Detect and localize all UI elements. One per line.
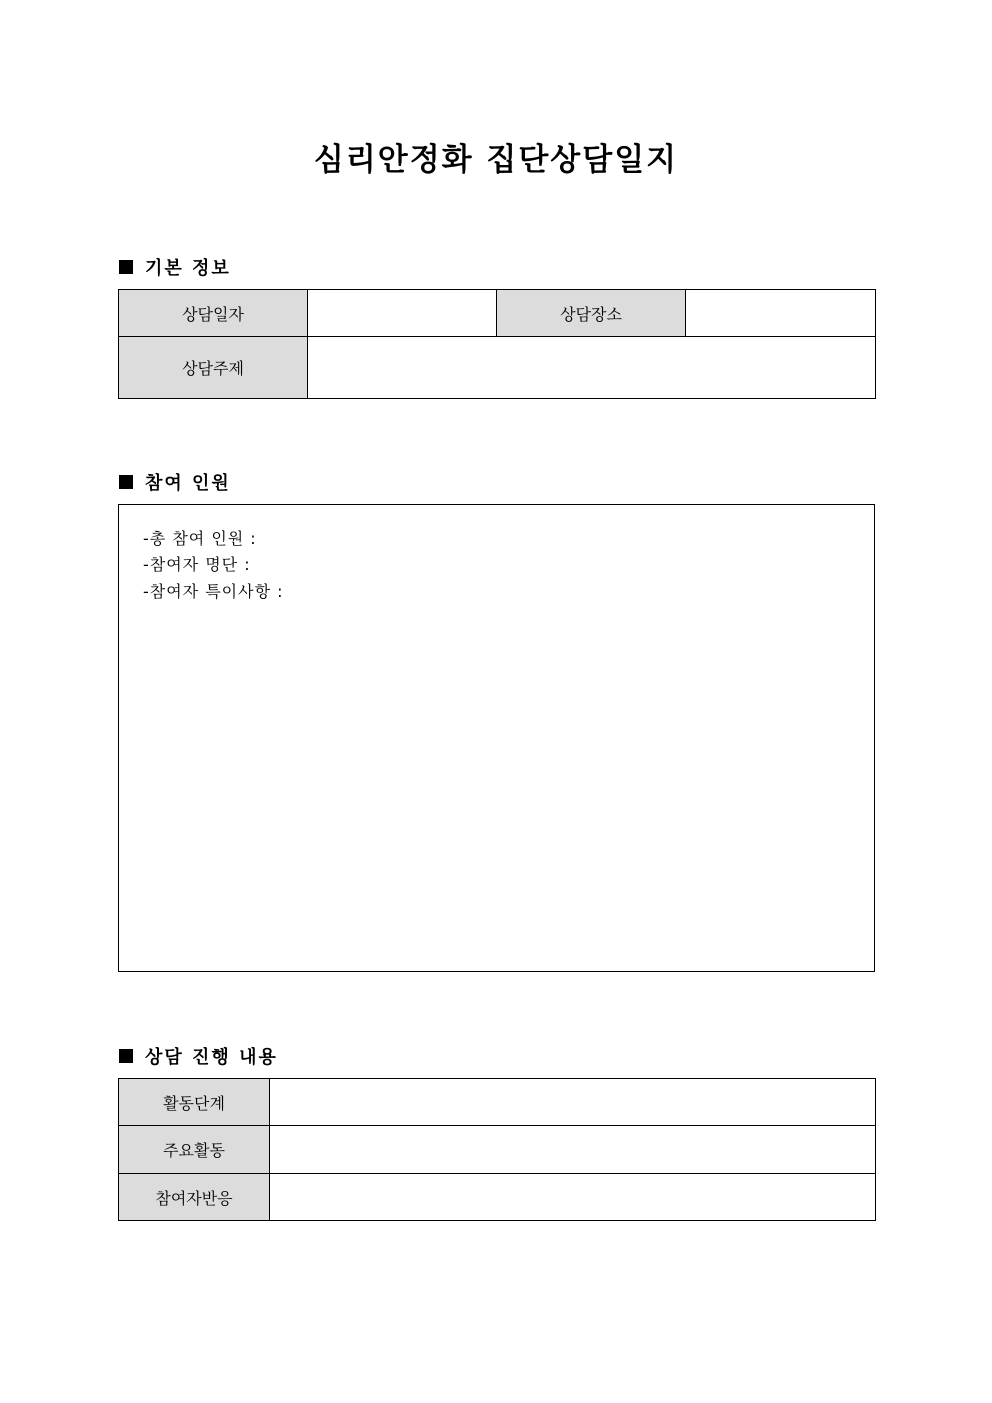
section-basic-title: 기본 정보	[145, 258, 231, 279]
section-participants-title: 참여 인원	[145, 473, 231, 494]
progress-table	[118, 1078, 876, 1221]
square-bullet-icon	[119, 1049, 133, 1063]
section-progress-heading	[119, 1043, 278, 1069]
label-activity: 주요활동	[119, 1126, 270, 1174]
label-date: 상담일자	[119, 290, 308, 337]
place-field[interactable]	[686, 290, 876, 337]
participants-total-line: -총 참여 인원 :	[143, 529, 257, 548]
square-bullet-icon	[119, 260, 133, 274]
section-basic-heading	[119, 254, 231, 280]
participants-list-line: -참여자 명단 :	[143, 555, 251, 574]
square-bullet-icon	[119, 475, 133, 489]
participants-box[interactable]	[118, 504, 875, 972]
participants-notes-line: -참여자 특이사항 :	[143, 582, 284, 601]
section-participants-heading	[119, 469, 231, 495]
document-title: 심리안정화 집단상담일지	[313, 142, 679, 178]
reaction-field[interactable]	[270, 1174, 876, 1221]
date-field[interactable]	[308, 290, 497, 337]
section-progress-title: 상담 진행 내용	[145, 1047, 278, 1068]
label-topic: 상담주제	[119, 337, 308, 399]
basic-info-table	[118, 289, 876, 399]
topic-field[interactable]	[308, 337, 876, 399]
label-stage: 활동단계	[119, 1079, 270, 1126]
activity-field[interactable]	[270, 1126, 876, 1174]
stage-field[interactable]	[270, 1079, 876, 1126]
label-reaction: 참여자반응	[119, 1174, 270, 1221]
label-place: 상담장소	[497, 290, 686, 337]
